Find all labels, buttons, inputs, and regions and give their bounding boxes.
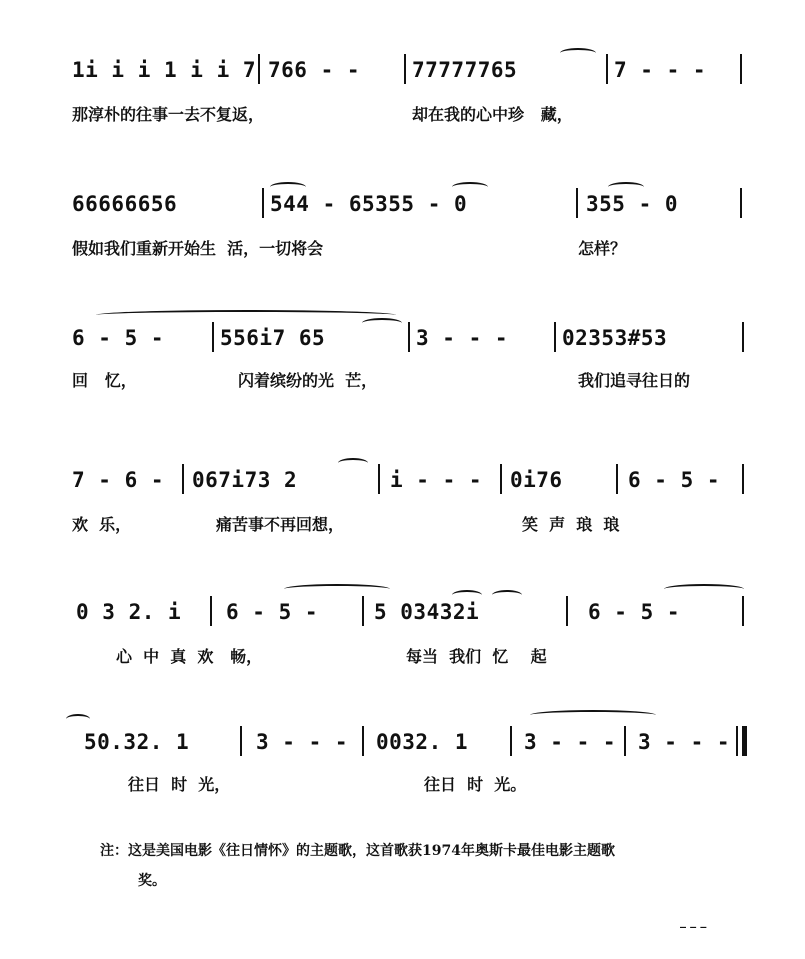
score-line-6-lyrics [0, 768, 805, 798]
measure-notes: 6 - 5 - [628, 468, 721, 492]
barline [740, 188, 742, 218]
measure-notes: 7 - 6 - [72, 468, 165, 492]
slur [338, 458, 368, 468]
lyric-text: 怎样？ [578, 239, 627, 258]
lyric-text: 回 忆， [72, 371, 137, 390]
barline [510, 726, 512, 756]
lyric-text: 假如我们重新开始生 活，一切将会 [72, 239, 324, 258]
score-line-6-notes [0, 724, 805, 760]
footnote [100, 836, 760, 896]
lyric-text: 每当 我们 忆 起 [406, 647, 547, 666]
slur [608, 182, 644, 192]
lyric-text: 我们追寻往日的 [578, 371, 691, 390]
score-line-5-lyrics [0, 640, 805, 670]
measure-notes: 0i76 [510, 468, 563, 492]
lyric-text: 欢 乐， [72, 515, 132, 534]
score-line-1-lyrics [0, 98, 805, 128]
slur [270, 182, 306, 192]
barline [362, 726, 364, 756]
barline [182, 464, 184, 494]
measure-notes: 766 - - [268, 58, 361, 82]
barline [378, 464, 380, 494]
footnote-line-2: 奖。 [138, 873, 166, 889]
barline [624, 726, 626, 756]
measure-notes: 355 - 0 [586, 192, 679, 216]
measure-notes: 3 - - - [638, 730, 731, 754]
score-line-2-lyrics [0, 232, 805, 262]
page-mark: _ _ _ [680, 914, 707, 928]
slur [452, 590, 482, 600]
barline [576, 188, 578, 218]
measure-notes: 77777765 [412, 58, 518, 82]
barline [616, 464, 618, 494]
barline [258, 54, 260, 84]
barline [362, 596, 364, 626]
final-barline [742, 726, 747, 756]
barline [212, 322, 214, 352]
slur [492, 590, 522, 600]
score-line-1-notes [0, 52, 805, 88]
lyric-text: 却在我的心中珍 藏， [412, 105, 573, 124]
barline [742, 322, 744, 352]
lyric-text: 那淳朴的往事一去不复返， [72, 105, 265, 124]
measure-notes: 0032. 1 [376, 730, 469, 754]
lyric-text: 往日 时 光。 [424, 775, 527, 794]
barline [554, 322, 556, 352]
barline [404, 54, 406, 84]
measure-notes: 3 - - - [416, 326, 509, 350]
measure-notes: 544 - 65355 - 0 [270, 192, 468, 216]
barline [742, 596, 744, 626]
measure-notes: 5 03432i [374, 600, 480, 624]
score-line-5-notes [0, 594, 805, 630]
score-line-4-lyrics [0, 508, 805, 538]
measure-notes: 6 - 5 - [588, 600, 681, 624]
barline [408, 322, 410, 352]
measure-notes: 556i7 65 [220, 326, 326, 350]
barline [240, 726, 242, 756]
slur [284, 584, 390, 594]
barline [742, 464, 744, 494]
barline [606, 54, 608, 84]
lyric-text: 笑 声 琅 琅 [522, 515, 620, 534]
measure-notes: 66666656 [72, 192, 178, 216]
slur [66, 714, 90, 724]
barline [500, 464, 502, 494]
score-line-3-lyrics [0, 364, 805, 394]
measure-notes: 067i73 2 [192, 468, 298, 492]
score-line-4-notes [0, 462, 805, 498]
barline [210, 596, 212, 626]
slur [530, 710, 656, 720]
slur [560, 48, 596, 58]
measure-notes: 02353#53 [562, 326, 668, 350]
measure-notes: 3 - - - [256, 730, 349, 754]
slur [96, 310, 396, 320]
lyric-text: 心 中 真 欢 畅， [116, 647, 263, 666]
measure-notes: 50.32. 1 [84, 730, 190, 754]
lyric-text: 痛苦事不再回想， [216, 515, 345, 534]
score-line-2-notes [0, 186, 805, 222]
slur [452, 182, 488, 192]
footnote-line-1: 注：这是美国电影《往日情怀》的主题歌，这首歌获1974年奥斯卡最佳电影主题歌 [100, 843, 615, 859]
score-line-3-notes [0, 320, 805, 356]
measure-notes: 1i i i 1 i i 7 [72, 58, 257, 82]
barline [262, 188, 264, 218]
measure-notes: 6 - 5 - [226, 600, 319, 624]
measure-notes: 6 - 5 - [72, 326, 165, 350]
slur [362, 318, 402, 328]
barline [736, 726, 738, 756]
lyric-text: 往日 时 光， [128, 775, 231, 794]
measure-notes: i - - - [390, 468, 483, 492]
measure-notes: 7 - - - [614, 58, 707, 82]
measure-notes: 3 - - - [524, 730, 617, 754]
slur [664, 584, 744, 594]
lyric-text: 闪着缤纷的光 芒， [238, 371, 378, 390]
measure-notes: 0 3 2. i [76, 600, 182, 624]
barline [740, 54, 742, 84]
barline [566, 596, 568, 626]
